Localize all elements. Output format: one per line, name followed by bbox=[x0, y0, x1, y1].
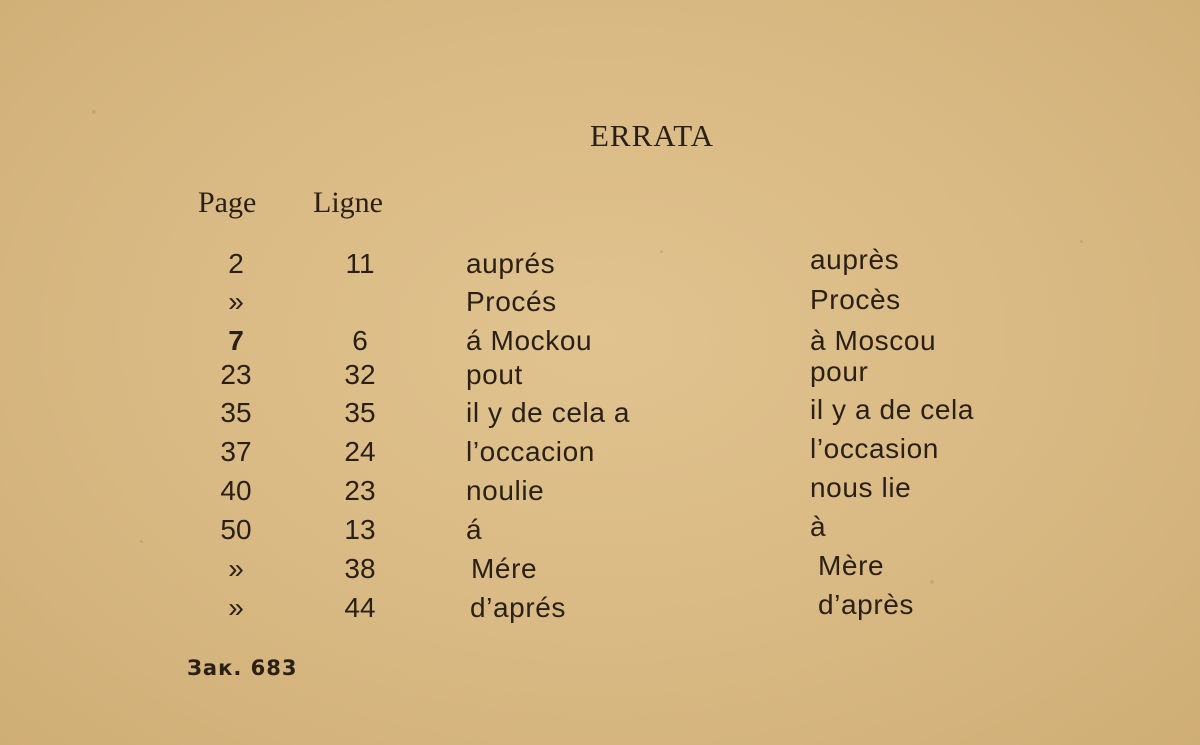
row-error: pout bbox=[466, 359, 523, 390]
row-error: l’occacion bbox=[466, 436, 595, 467]
row-page: » bbox=[228, 553, 244, 584]
row-correction: pour bbox=[810, 356, 869, 387]
row-page: 50 bbox=[220, 514, 252, 545]
row-line: 11 bbox=[345, 248, 375, 279]
row-correction: à bbox=[810, 511, 827, 542]
row-correction: d’après bbox=[818, 589, 915, 620]
row-error: il y de cela a bbox=[466, 397, 631, 428]
row-line: 35 bbox=[344, 397, 376, 428]
row-line: 13 bbox=[344, 514, 376, 545]
row-error: auprés bbox=[466, 248, 556, 279]
column-header-line: Ligne bbox=[313, 186, 383, 219]
errata-row bbox=[0, 550, 1200, 593]
row-error: á Mockou bbox=[466, 325, 593, 356]
errata-row bbox=[0, 511, 1200, 554]
row-page: 35 bbox=[220, 397, 252, 428]
row-page: 37 bbox=[220, 436, 252, 467]
row-error: noulie bbox=[466, 475, 545, 506]
errata-row bbox=[0, 244, 1200, 288]
row-line: 38 bbox=[344, 553, 376, 584]
row-error: d’aprés bbox=[470, 592, 567, 623]
errata-row bbox=[0, 589, 1200, 632]
row-correction: l’occasion bbox=[810, 433, 939, 464]
row-page: 40 bbox=[220, 475, 252, 506]
print-order-number: Зак. 683 bbox=[187, 656, 298, 680]
row-page: » bbox=[228, 592, 244, 623]
row-page: 2 bbox=[228, 248, 244, 279]
paper-speck bbox=[92, 110, 96, 114]
row-line: 6 bbox=[352, 325, 368, 356]
errata-row bbox=[0, 356, 1200, 399]
errata-row bbox=[0, 286, 1200, 326]
page-title: ERRATA bbox=[589, 118, 715, 153]
row-error: á bbox=[466, 514, 483, 545]
column-header-page: Page bbox=[198, 186, 257, 219]
row-correction: Procès bbox=[810, 284, 901, 315]
row-correction: il y a de cela bbox=[810, 394, 975, 425]
row-line: 32 bbox=[344, 359, 376, 390]
row-correction: nous lie bbox=[810, 472, 912, 503]
row-page: » bbox=[228, 286, 244, 317]
errata-row bbox=[0, 433, 1200, 476]
errata-row bbox=[0, 394, 1200, 437]
row-error: Procés bbox=[466, 286, 557, 317]
row-line: 24 bbox=[344, 436, 376, 467]
row-line: 44 bbox=[344, 592, 376, 623]
errata-row bbox=[0, 472, 1200, 515]
row-page: 23 bbox=[220, 359, 252, 390]
row-correction: Mère bbox=[818, 550, 885, 581]
row-error: Mére bbox=[471, 553, 538, 584]
row-correction: auprès bbox=[810, 244, 900, 275]
row-line: 23 bbox=[344, 475, 376, 506]
paper-speck bbox=[1080, 240, 1083, 243]
row-page: 7 bbox=[228, 325, 244, 356]
row-correction: à Moscou bbox=[810, 325, 937, 356]
